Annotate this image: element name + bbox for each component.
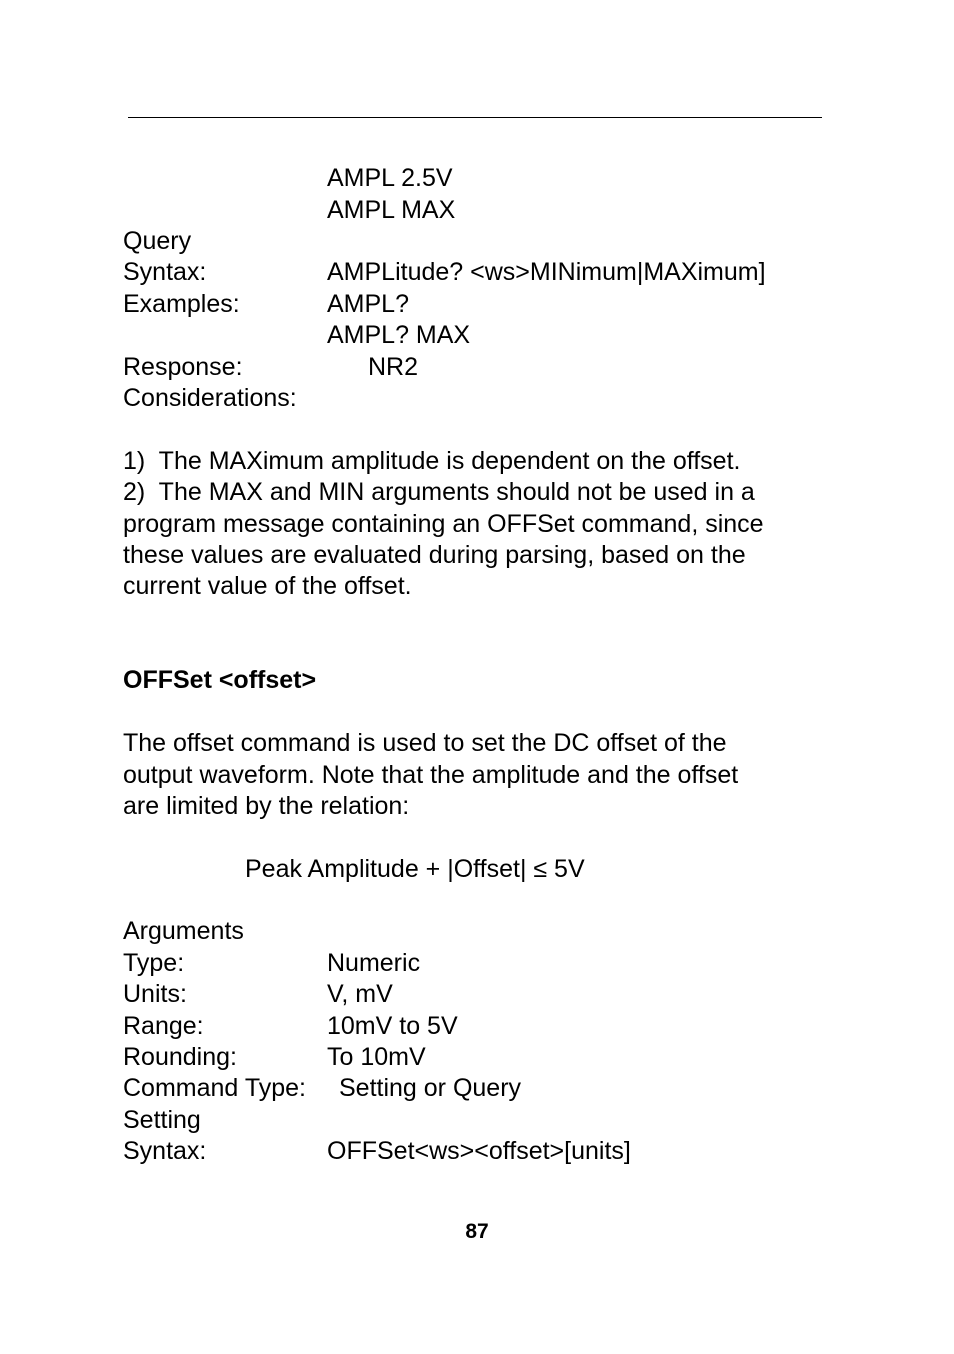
query-example-2: AMPL? MAX <box>327 321 471 349</box>
response-value: NR2 <box>368 353 419 381</box>
offset-description-1: The offset command is used to set the DC offset of the <box>123 729 727 757</box>
header-rule <box>128 117 822 118</box>
setting-syntax-value: OFFSet<ws><offset>[units] <box>327 1137 631 1165</box>
units-label: Units: <box>123 980 187 1008</box>
query-syntax-value: AMPLitude? <ws>MINimum|MAXimum] <box>327 258 766 286</box>
ampl-example-1: AMPL 2.5V <box>327 164 453 192</box>
type-label: Type: <box>123 949 185 977</box>
query-heading: Query <box>123 227 192 255</box>
consideration-line-4: these values are evaluated during parsing, based on the <box>123 541 746 569</box>
rounding-label: Rounding: <box>123 1043 237 1071</box>
setting-syntax-label: Syntax: <box>123 1137 207 1165</box>
command-type-label: Command Type: <box>123 1074 306 1102</box>
consideration-line-1: 1) The MAXimum amplitude is dependent on the offset. <box>123 447 741 475</box>
consideration-line-3: program message containing an OFFSet command, since <box>123 510 764 538</box>
type-value: Numeric <box>327 949 421 977</box>
offset-description-2: output waveform. Note that the amplitude and the offset <box>123 761 739 789</box>
setting-heading: Setting <box>123 1106 201 1134</box>
consideration-line-2: 2) The MAX and MIN arguments should not be used in a <box>123 478 755 506</box>
considerations-label: Considerations: <box>123 384 297 412</box>
arguments-heading: Arguments <box>123 917 244 945</box>
response-label: Response: <box>123 353 243 381</box>
rounding-value: To 10mV <box>327 1043 426 1071</box>
query-examples-label: Examples: <box>123 290 240 318</box>
offset-description-3: are limited by the relation: <box>123 792 410 820</box>
command-type-value: Setting or Query <box>339 1074 522 1102</box>
query-example-1: AMPL? <box>327 290 409 318</box>
consideration-line-5: current value of the offset. <box>123 572 412 600</box>
ampl-example-2: AMPL MAX <box>327 196 456 224</box>
page-number: 87 <box>465 1220 489 1243</box>
range-label: Range: <box>123 1012 204 1040</box>
offset-heading: OFFSet <offset> <box>123 666 317 694</box>
range-value: 10mV to 5V <box>327 1012 458 1040</box>
offset-relation: Peak Amplitude + |Offset| ≤ 5V <box>245 855 585 883</box>
units-value: V, mV <box>327 980 393 1008</box>
query-syntax-label: Syntax: <box>123 258 207 286</box>
